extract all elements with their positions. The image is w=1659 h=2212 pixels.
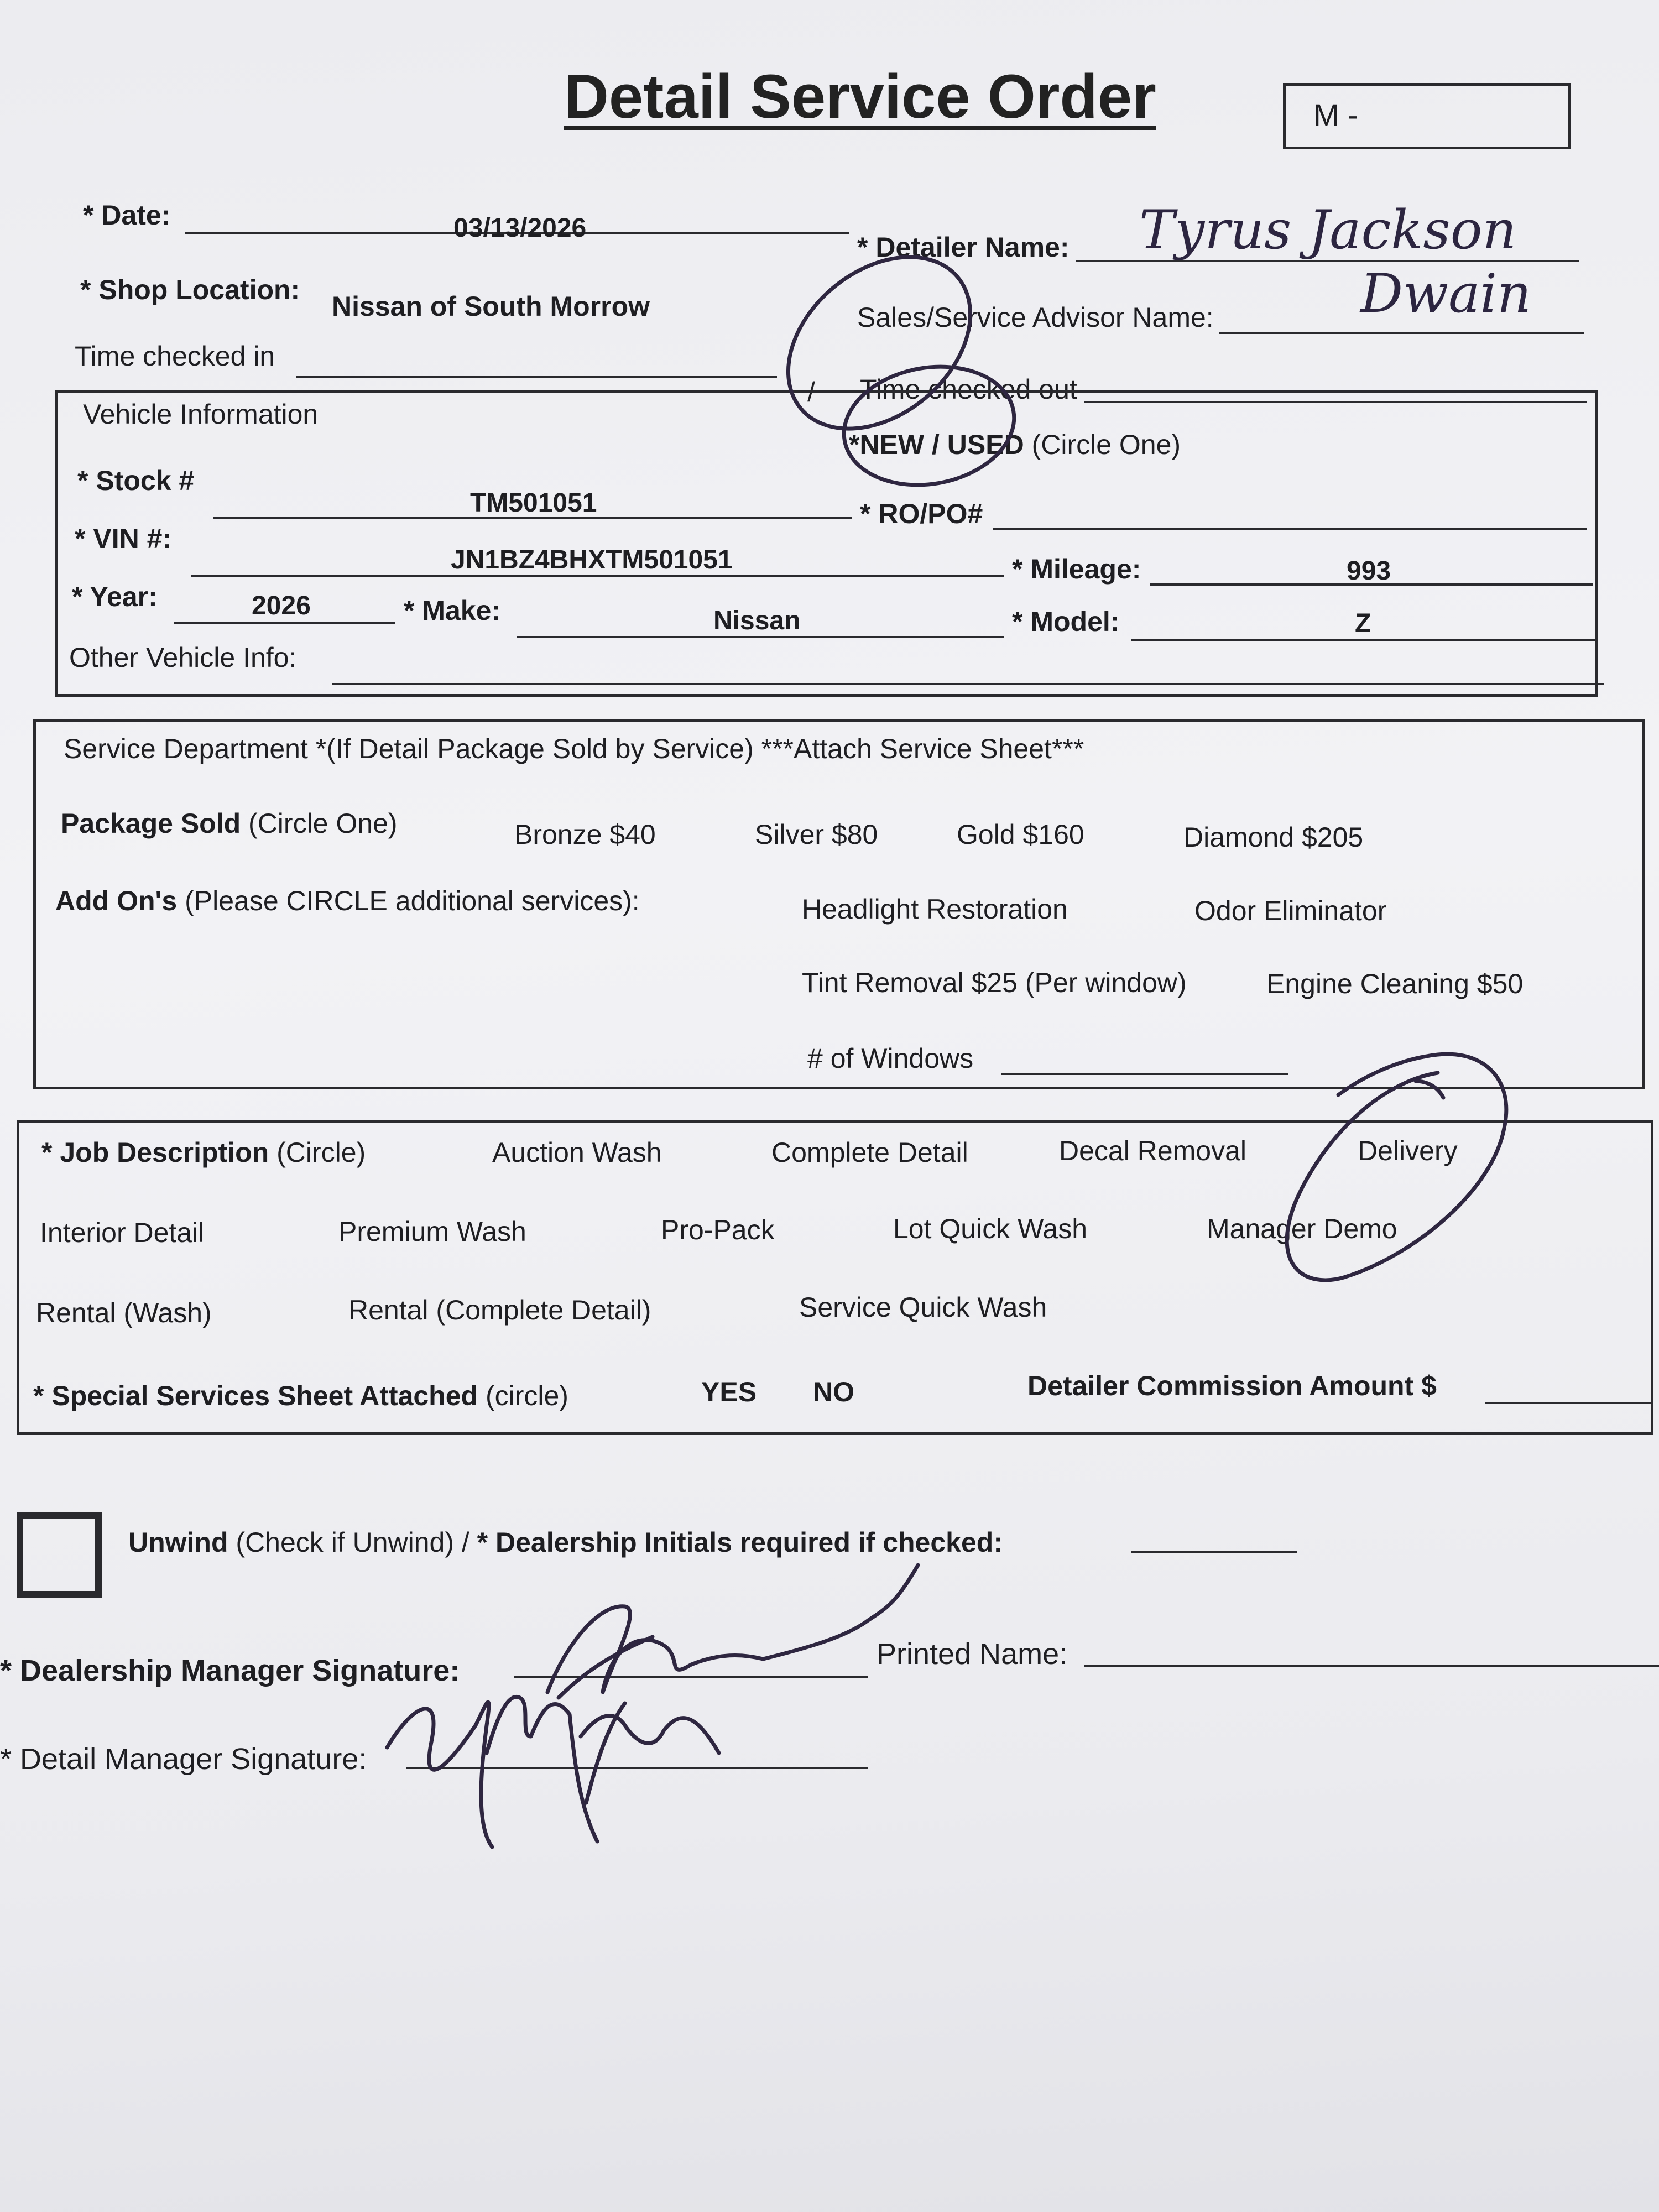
sales-advisor-label: Sales/Service Advisor Name: xyxy=(857,302,1214,333)
ro-po-label: * RO/PO# xyxy=(860,498,983,529)
date-value[interactable]: 03/13/2026 xyxy=(453,213,587,243)
vehicle-info-heading: Vehicle Information xyxy=(83,399,319,430)
detail-manager-signature xyxy=(387,1697,719,1847)
special-services-title: * Special Services Sheet Attached xyxy=(33,1380,478,1411)
delivery-circle xyxy=(1287,1054,1506,1280)
time-slash: / xyxy=(807,377,815,408)
shop-location-value: Nissan of South Morrow xyxy=(332,291,650,322)
job-lot-quick-wash[interactable]: Lot Quick Wash xyxy=(893,1213,1088,1244)
detailer-name-handwritten[interactable]: Tyrus Jackson xyxy=(1139,199,1517,261)
time-in-label: Time checked in xyxy=(75,341,275,372)
date-label: * Date: xyxy=(83,200,171,231)
job-complete-detail[interactable]: Complete Detail xyxy=(771,1137,968,1168)
detail-manager-signature-label: * Detail Manager Signature: xyxy=(0,1743,367,1776)
package-sold-hint: (Circle One) xyxy=(241,808,398,839)
special-services-hint: (circle) xyxy=(478,1380,568,1411)
new-used-hint: (Circle One) xyxy=(1024,429,1181,460)
addon-headlight-restoration[interactable]: Headlight Restoration xyxy=(802,894,1068,925)
dealership-manager-signature-label: * Dealership Manager Signature: xyxy=(0,1654,460,1687)
new-used-text: *NEW / USED xyxy=(849,429,1024,460)
dealership-manager-signature xyxy=(547,1565,918,1698)
addon-odor-eliminator[interactable]: Odor Eliminator xyxy=(1194,895,1387,926)
year-value[interactable]: 2026 xyxy=(252,591,311,620)
stock-label: * Stock # xyxy=(77,465,195,496)
unwind-title: Unwind xyxy=(128,1527,228,1558)
time-out-label: Time checked out xyxy=(860,374,1077,405)
package-diamond[interactable]: Diamond $205 xyxy=(1183,822,1364,853)
printed-name-label: Printed Name: xyxy=(877,1637,1068,1671)
job-decal-removal[interactable]: Decal Removal xyxy=(1059,1135,1247,1166)
delivery-circle-tick xyxy=(1416,1081,1443,1098)
job-service-quick-wash[interactable]: Service Quick Wash xyxy=(799,1292,1047,1323)
page-title: Detail Service Order xyxy=(564,62,1156,131)
detailer-commission-label: Detailer Commission Amount $ xyxy=(1027,1370,1437,1401)
detailer-name-label: * Detailer Name: xyxy=(857,232,1070,263)
shop-location-label: * Shop Location: xyxy=(80,274,300,305)
job-premium-wash[interactable]: Premium Wash xyxy=(338,1216,526,1247)
stock-value[interactable]: TM501051 xyxy=(470,488,597,518)
job-delivery[interactable]: Delivery xyxy=(1358,1135,1458,1166)
year-label: * Year: xyxy=(72,581,158,612)
package-bronze[interactable]: Bronze $40 xyxy=(514,819,656,850)
other-vehicle-info-label: Other Vehicle Info: xyxy=(69,642,297,673)
make-value[interactable]: Nissan xyxy=(713,606,801,635)
model-value[interactable]: Z xyxy=(1355,609,1371,638)
job-rental-complete-detail[interactable]: Rental (Complete Detail) xyxy=(348,1295,651,1326)
package-gold[interactable]: Gold $160 xyxy=(957,819,1084,850)
job-description-hint: (Circle) xyxy=(269,1137,366,1168)
job-rental-wash[interactable]: Rental (Wash) xyxy=(36,1297,212,1328)
vin-value[interactable]: JN1BZ4BHXTM501051 xyxy=(451,545,733,575)
sales-advisor-handwritten[interactable]: Dwain xyxy=(1360,263,1531,325)
windows-count-label: # of Windows xyxy=(807,1043,974,1074)
model-label: * Model: xyxy=(1012,606,1120,637)
service-department-heading: Service Department *(If Detail Package Sold by Service) ***Attach Service Sheet*** xyxy=(64,733,1084,764)
job-pro-pack[interactable]: Pro-Pack xyxy=(661,1214,775,1245)
job-description-title: * Job Description xyxy=(41,1137,269,1168)
package-sold-title: Package Sold xyxy=(61,808,241,839)
new-used-circle xyxy=(755,222,1004,463)
package-silver[interactable]: Silver $80 xyxy=(755,819,878,850)
unwind-hint: (Check if Unwind) / xyxy=(228,1527,477,1558)
make-label: * Make: xyxy=(404,595,501,626)
job-auction-wash[interactable]: Auction Wash xyxy=(492,1137,662,1168)
dealership-initials-label: * Dealership Initials required if checked: xyxy=(477,1527,1003,1558)
vin-label: * VIN #: xyxy=(75,523,172,554)
add-ons-title: Add On's xyxy=(55,885,178,916)
job-interior-detail[interactable]: Interior Detail xyxy=(40,1217,205,1248)
add-ons-hint: (Please CIRCLE additional services): xyxy=(177,885,640,916)
mileage-value[interactable]: 993 xyxy=(1347,556,1391,586)
special-services-no[interactable]: NO xyxy=(813,1376,854,1407)
special-services-yes[interactable]: YES xyxy=(701,1376,757,1407)
m-number-label: M - xyxy=(1313,97,1358,132)
mileage-label: * Mileage: xyxy=(1012,554,1141,585)
addon-tint-removal[interactable]: Tint Removal $25 (Per window) xyxy=(802,967,1187,998)
job-manager-demo[interactable]: Manager Demo xyxy=(1207,1213,1397,1244)
addon-engine-cleaning[interactable]: Engine Cleaning $50 xyxy=(1266,968,1524,999)
